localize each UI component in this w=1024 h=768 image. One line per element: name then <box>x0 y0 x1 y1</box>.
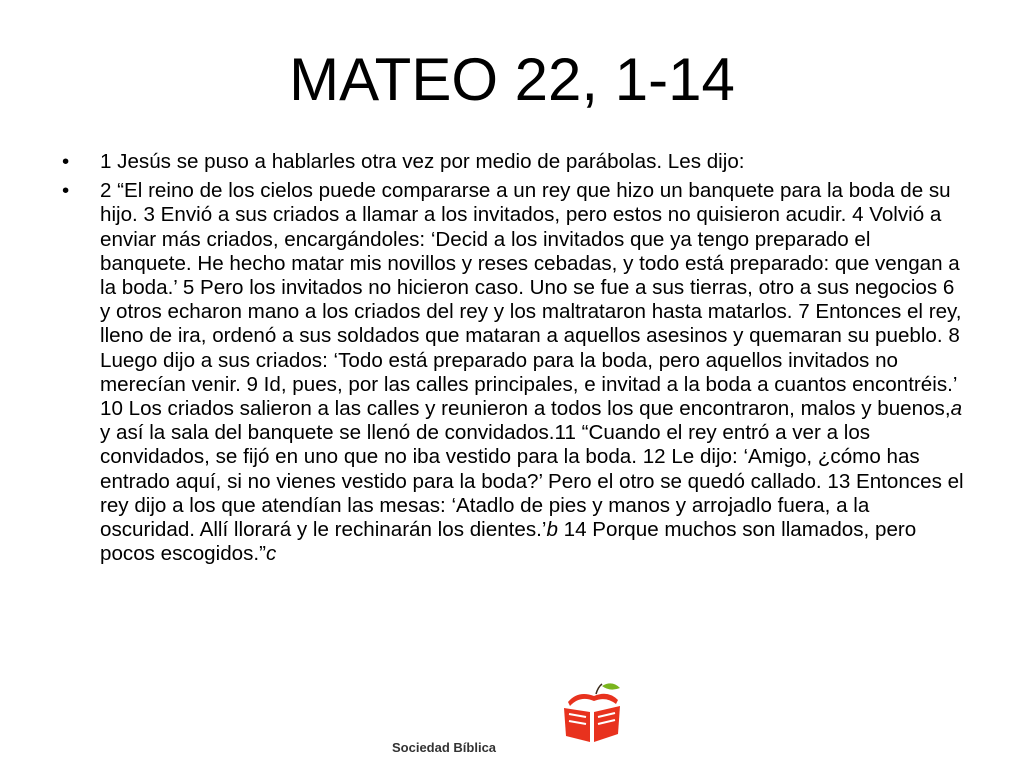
verse-text: 14 Porque muchos son llamados, pero pocos escogidos.” <box>100 518 917 566</box>
footnote-mark-c: c <box>266 542 277 566</box>
book-apple-icon <box>560 682 624 744</box>
footnote-mark-a: a <box>950 397 963 421</box>
bullet-item <box>62 179 967 566</box>
verse-text: 1 Jesús se puso a hablarles otra vez por medio de parábolas. Les dijo: <box>100 150 745 173</box>
bullet-item <box>62 150 967 174</box>
sociedad-biblica-logo <box>392 682 532 762</box>
logo-text: Sociedad Bíblica <box>392 740 497 755</box>
slide-title: MATEO 22, 1-14 <box>289 46 735 113</box>
verse-text: 2 “El reino de los cielos puede compararse a un rey que hizo un banquete para la boda de su hijo. 3 Envió a sus criados a llamar a los invitados, pero estos no quisieron acudir. 4 Volvió a enviar más criados, encargándoles: ‘Decid a los invitados que ya tengo preparado el banquete. He hecho matar mis novillos y reses cebadas, y todo está preparado: que vengan a la boda.’ 5 Pero los invitados no hicieron caso. Uno se fue a sus tierras, otro a sus negocios 6 y otros echaron mano a los criados del rey y los maltrataron hasta matarlos. 7 Entonces el rey, lleno de ira, ordenó a sus soldados que mataran a aquellos asesinos y quemaran su pueblo. 8 Luego dijo a sus criados: ‘Todo está preparado para la boda, pero aquellos invitados no merecían venir. 9 Id, pues, por las calles principales, e invitad a la boda a cuantos encontréis.’ 10 Los criados salieron a las calles y reunieron a todos los que encontraron, malos y buenos, <box>100 179 962 421</box>
bullet-list <box>62 150 967 571</box>
verse-text: y así la sala del banquete se llenó de convidados.11 “Cuando el rey entró a ver a los convidados, se fijó en uno que no iba vestido para la boda. 12 Le dijo: ‘Amigo, ¿cómo has entrado aquí, si no vienes vestido para la boda?’ Pero el otro se quedó callado. 13 Entonces el rey dijo a los que atendían las mesas: ‘Atadlo de pies y manos y arrojadlo fuera, a la oscuridad. Allí llorará y le rechinarán los dientes.’ <box>100 421 964 542</box>
footnote-mark-b: b <box>546 518 558 542</box>
